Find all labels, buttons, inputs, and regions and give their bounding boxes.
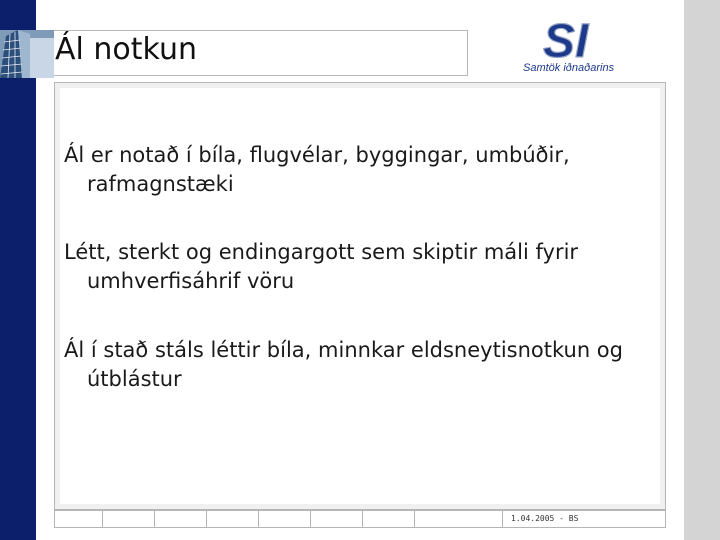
logo-subtitle: Samtök iðnaðarins <box>523 62 615 74</box>
page-title: Ál notkun <box>55 32 198 67</box>
footer-date: 1.04.2005 - BS <box>511 514 579 523</box>
footer-cell <box>311 511 363 527</box>
footer-cell <box>207 511 259 527</box>
right-decorative-bar <box>684 0 720 540</box>
footer-cell <box>363 511 415 527</box>
footer-cell <box>259 511 311 527</box>
footer-strip <box>54 510 666 528</box>
footer-cell <box>415 511 503 527</box>
bullet-item: Ál í stað stáls léttir bíla, minnkar eldsneytisnotkun og útblástur <box>64 338 623 391</box>
footer-cell <box>155 511 207 527</box>
building-photo <box>0 30 54 78</box>
bullet-item: Létt, sterkt og endingargott sem skiptir máli fyrir umhverfisáhrif vöru <box>64 240 579 293</box>
bullet-item: Ál er notað í bíla, flugvélar, byggingar, umbúðir, rafmagnstæki <box>64 143 570 196</box>
left-decorative-bar <box>0 0 36 540</box>
footer-cell <box>103 511 155 527</box>
logo-text: SI <box>543 15 589 68</box>
footer-cell <box>55 511 103 527</box>
